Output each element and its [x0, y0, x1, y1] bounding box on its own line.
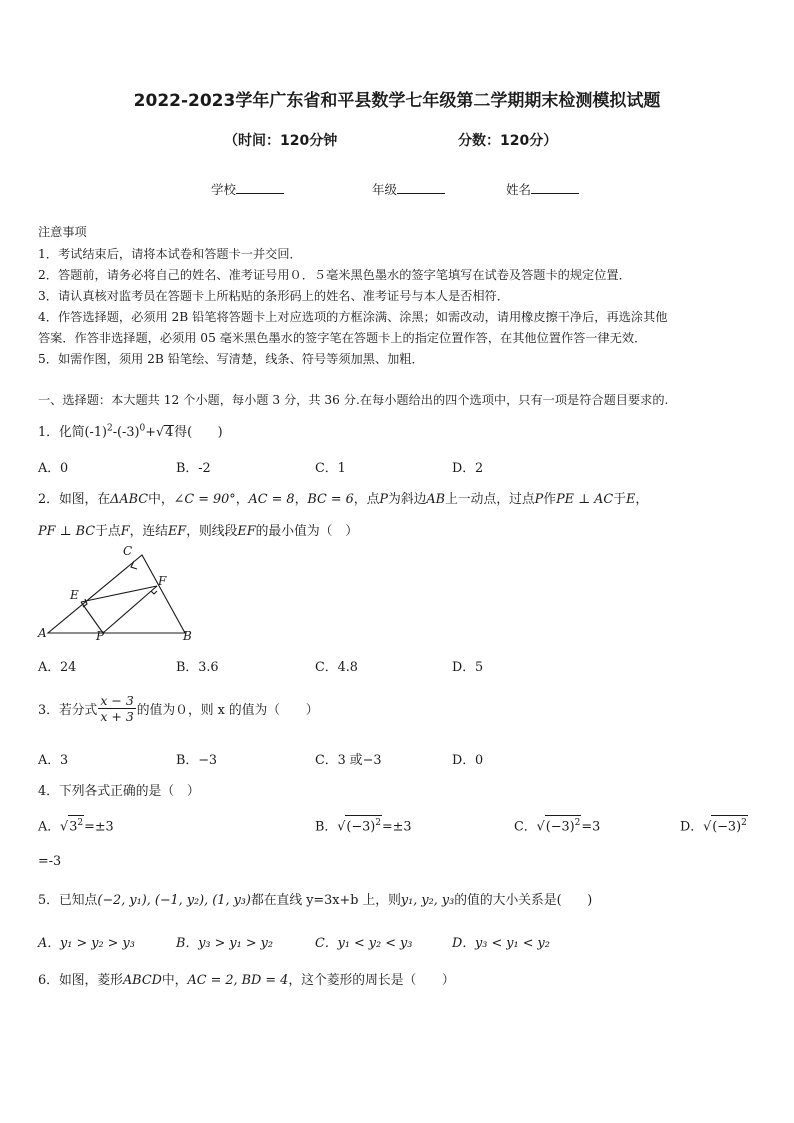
q3-option-d: D．0 — [452, 753, 484, 768]
q4-option-d: D．$√(-3)^2$ — [680, 815, 748, 834]
q4-option-c: C．$√(-3)^2=3$ — [514, 815, 600, 834]
section-heading: 一、选择题：本大题共 12 个小题，每小题 3 分，共 36 分.在每小题给出的四个选项中，只有一项是符合题目要求的. — [38, 393, 669, 407]
notice-item: 5．如需作图，须用 2B 铅笔绘、写清楚，线条、符号等须加黑、加粗． — [38, 352, 424, 366]
triangle-figure — [30, 540, 210, 645]
school-blank[interactable] — [236, 181, 284, 194]
grade-label: 年级 — [372, 182, 398, 197]
q5-option-d: D．y₃ < y₁ < y₂ — [452, 936, 550, 951]
notice-item: 4．作答选择题，必须用 2B 铅笔将答题卡上对应选项的方框涂满、涂黑；如需改动，请用橡皮擦干净后，再选涂其他 — [38, 310, 668, 324]
question-2-line-1: 2．如图，在ΔABC中，∠C = 90°，AC = 8，BC = 6，点P为斜边AB上一动点，过点P作PE ⊥ AC于E， — [38, 492, 649, 507]
q5-option-a: A．y₁ > y₂ > y₃ — [38, 936, 135, 951]
q3-option-c: C．3 或−3 — [315, 753, 382, 768]
exam-time: （时间：120分钟 — [224, 133, 338, 149]
right-angle-f — [151, 591, 157, 594]
notice-item: 3．请认真核对监考员在答题卡上所粘贴的条形码上的姓名、准考证号与本人是否相符． — [38, 289, 509, 303]
sqrt-radicand: 4 — [165, 425, 174, 440]
school-label: 学校 — [211, 182, 237, 197]
q2-option-b: B．3.6 — [176, 660, 219, 675]
page-title: 2022-2023学年广东省和平县数学七年级第二学期期末检测模拟试题 — [133, 91, 661, 111]
q1-option-c: C．1 — [315, 461, 346, 476]
school-field[interactable] — [211, 180, 284, 198]
segment-pf — [103, 586, 157, 633]
q3-option-b: B．−3 — [176, 753, 218, 768]
notice-heading: 注意事项 — [38, 225, 87, 239]
q4-option-d-continued: =-3 — [38, 854, 62, 869]
fraction: $\frac{x - 3}{x + 3}$ — [100, 693, 134, 724]
name-blank[interactable] — [531, 181, 579, 194]
label-p: P — [96, 629, 105, 643]
name-label: 姓名 — [506, 182, 532, 197]
q2-option-a: A．24 — [38, 660, 77, 675]
label-e: E — [70, 588, 79, 602]
q2-option-d: D．5 — [452, 660, 484, 675]
exam-score: 分数：120分） — [458, 133, 558, 149]
label-b: B — [183, 629, 192, 643]
right-angle-c — [131, 561, 137, 569]
grade-field[interactable] — [372, 180, 445, 198]
question-5-stem: 5．已知点(−2, y₁), (−1, y₂), (1, y₃)都在直线 y=3x+b 上，则y₁, y₂, y₃的值的大小关系是( ) — [38, 893, 593, 908]
q4-option-a: A．$√3^2=\pm 3$ — [38, 815, 114, 834]
label-c: C — [123, 544, 133, 558]
q2-option-c: C．4.8 — [315, 660, 358, 675]
q5-option-b: B．y₃ > y₁ > y₂ — [176, 936, 273, 951]
name-field[interactable] — [506, 180, 579, 198]
label-f: F — [158, 574, 167, 588]
q3-option-a: A．3 — [38, 753, 69, 768]
q1-option-d: D．2 — [452, 461, 484, 476]
label-a: A — [38, 626, 47, 640]
q1-option-a: A．0 — [38, 461, 69, 476]
grade-blank[interactable] — [397, 181, 445, 194]
notice-item: 1．考试结束后，请将本试卷和答题卡一并交回． — [38, 247, 302, 261]
question-6-stem: 6．如图，菱形ABCD中，AC = 2, BD = 4，这个菱形的周长是（ ） — [38, 973, 455, 988]
q1-option-b: B．-2 — [176, 461, 211, 476]
question-3-stem: 3．若分式 $\frac{x - 3}{x + 3}$ 的值为０，则 x 的值为（ ） — [38, 693, 319, 724]
q5-option-c: C．y₁ < y₂ < y₃ — [315, 936, 413, 951]
question-4-stem: 4．下列各式正确的是（ ） — [38, 784, 200, 799]
notice-item: 2．答题前，请务必将自己的姓名、准考证号用０．５毫米黑色墨水的签字笔填写在试卷及答题卡的规定位置． — [38, 268, 631, 282]
question-2-line-2: PF ⊥ BC于点F，连结EF，则线段EF的最小值为（ ） — [38, 524, 358, 539]
q4-option-b: B．$√(-3)^2=\pm 3$ — [315, 815, 412, 834]
question-1-stem: 1．化简$(-1)^2-(-3)^0+√4$得( ) — [38, 423, 223, 440]
segment-ef — [81, 586, 157, 602]
notice-item: 答案．作答非选择题，必须用 05 毫米黑色墨水的签字笔在答题卡上的指定位置作答，在其他位置作答一律无效． — [38, 331, 647, 345]
